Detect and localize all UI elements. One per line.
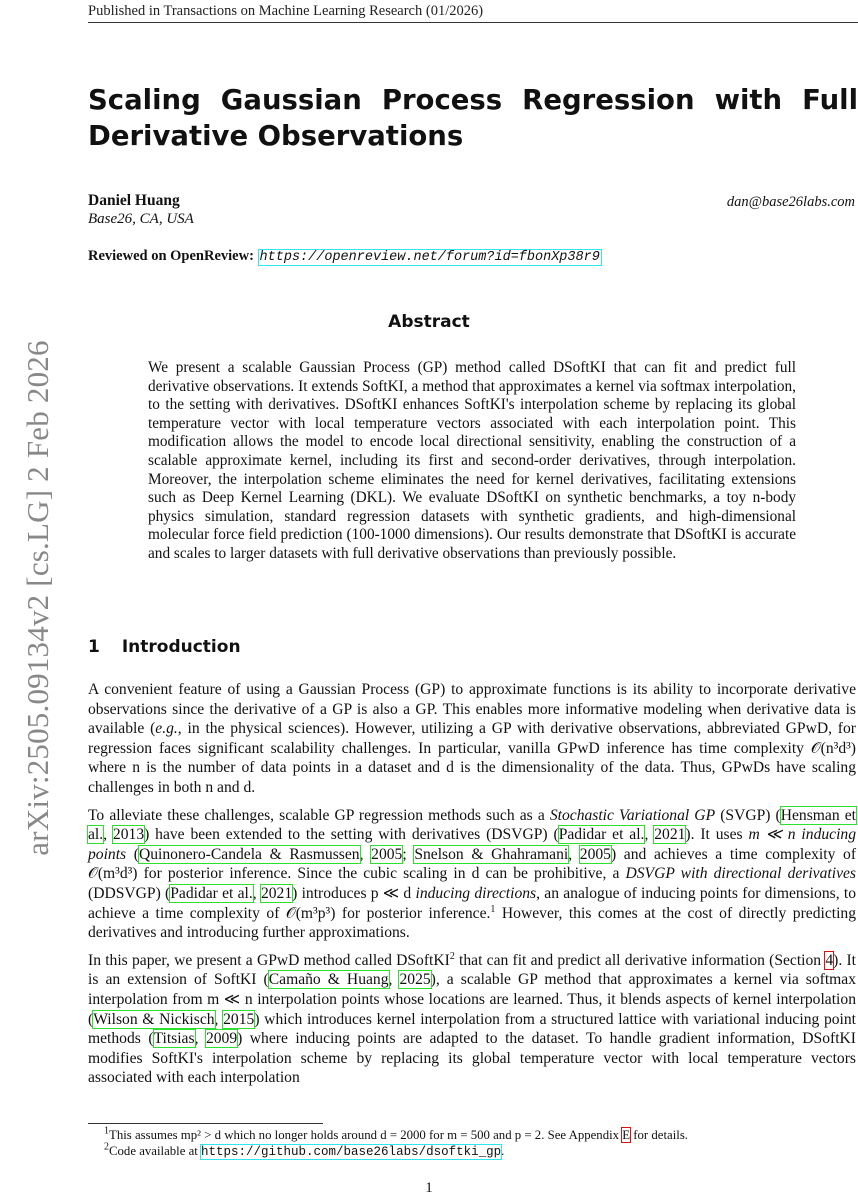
text-run: To alleviate these challenges, scalable GP regression methods such as a [88, 806, 550, 824]
section-number: 1 [88, 637, 100, 657]
paragraph [88, 806, 856, 943]
text-run: ) where inducing points are adapted to the dataset. To handle gradient information, DSoftKI modifies SoftKI's interpolation scheme by replacing its global temperature vector with local temperature vectors associated with each interpolation [88, 1030, 856, 1087]
emphasis-text: inducing directions [415, 884, 537, 902]
text-run: Code available at [109, 1143, 202, 1158]
emphasis-text: m ≪ n inducing points [88, 826, 857, 863]
citation-link[interactable]: Camaño & Huang [268, 971, 389, 989]
text-run: , in the physical sciences). However, utilizing a GP with derivative observations, abbreviated GPwD, for regression faces significant scalability challenges. In particular, vanilla GPwD inference has time complexity 𝒪(n³d³) where n is the number of data points in a dataset and d is the dimensionality of the data. Thus, GPwDs have scaling challenges in both n and d. [88, 720, 856, 796]
text-run: , [388, 971, 400, 989]
code-url-link[interactable]: https://github.com/base26labs/dsoftki_gp [201, 1144, 502, 1159]
text-run: . [501, 1143, 505, 1158]
footnote-marker[interactable]: 2 [449, 950, 455, 962]
footnote-rule [88, 1123, 323, 1124]
author-email[interactable]: dan@base26labs.com [726, 194, 855, 210]
emphasis-text: Stochastic Variational GP [549, 806, 716, 824]
citation-link[interactable]: Quinonero-Candela & Rasmussen [138, 845, 360, 863]
citation-link[interactable]: Titsias [153, 1030, 195, 1048]
footnote [104, 1141, 688, 1161]
emphasis-text: e.g. [155, 720, 178, 738]
citation-link[interactable]: 2005 [579, 845, 611, 863]
text-run: , [644, 826, 655, 844]
text-run: ( [126, 845, 139, 863]
openreview-link[interactable]: https://openreview.net/forum?id=fbonXp38r9 [259, 250, 600, 265]
text-run: ), a scalable GP method that approximates a kernel via softmax interpolation from m ≪ n interpolation points whose locations are learned. Thus, it blends aspects of kernel interpolation ( [88, 971, 857, 1028]
citation-link[interactable]: 2013 [112, 826, 145, 844]
text-run: This assumes mp² > d which no longer holds around d = 2000 for m = 500 and p = 2. See Appendix [109, 1128, 623, 1142]
text-run: In this paper, we present a GPwD method called DSoftKI [88, 951, 450, 969]
text-run: ). It uses [685, 826, 749, 844]
footnotes [104, 1125, 689, 1160]
review-line [88, 248, 602, 265]
citation-link[interactable]: Wilson & Nickisch [93, 1010, 215, 1028]
review-label: Reviewed on OpenReview: [88, 248, 254, 264]
arxiv-stamp: arXiv:2505.09134v2 [cs.LG] 2 Feb 2026 [20, 340, 55, 856]
citation-link[interactable]: 2009 [205, 1030, 238, 1048]
citation-link[interactable]: Padidar et al. [558, 826, 645, 844]
citation-link[interactable]: Snelson & Ghahramani [414, 845, 569, 863]
text-run: , [568, 845, 580, 863]
author-name: Daniel Huang [88, 192, 180, 209]
section-heading [88, 637, 263, 657]
cross-reference-link[interactable]: 4 [825, 951, 834, 969]
introduction-body [88, 680, 856, 1096]
footnote-marker[interactable]: 1 [104, 1125, 109, 1137]
abstract-heading: Abstract [388, 312, 470, 332]
text-run: , [359, 845, 372, 863]
text-run: , [252, 884, 261, 902]
text-run: , [214, 1010, 224, 1028]
emphasis-text: DSVGP with directional derivatives [625, 865, 856, 883]
text-run: (DDSVGP) ( [88, 884, 171, 902]
running-head: Published in Transactions on Machine Learning Research (01/2026) [88, 3, 484, 19]
section-title: Introduction [121, 637, 241, 657]
text-run: ). It is an extension of SoftKI ( [88, 951, 856, 989]
page-number: 1 [425, 1180, 433, 1196]
paragraph [88, 951, 856, 1088]
text-run: that can fit and predict all derivative information (Section [454, 951, 826, 969]
text-run: A convenient feature of using a Gaussian Process (GP) to approximate functions is its ability to incorporate derivative observations since the derivative of a GP is also a GP. This enables more informative modeling when derivative data is available ( [88, 681, 856, 738]
text-run: However, this comes at the cost of directly predicting derivatives and introducing further approximations. [88, 904, 857, 942]
text-run: ; [402, 845, 415, 863]
citation-link[interactable]: 2005 [371, 845, 403, 863]
header-rule [88, 22, 858, 23]
text-run: , an analogue of inducing points for dimensions, to achieve a time complexity of 𝒪(m³p³) for posterior inference. [88, 884, 857, 922]
paper-title: Scaling Gaussian Process Regression with Full Derivative Observations [88, 84, 858, 152]
footnote-marker[interactable]: 1 [490, 903, 496, 915]
text-run: for details. [630, 1128, 689, 1142]
footnote [104, 1125, 689, 1144]
citation-link[interactable]: 2015 [223, 1010, 255, 1028]
text-run: , [103, 826, 113, 844]
text-run: ) which introduces kernel interpolation from a structured lattice with variational inducing point methods ( [88, 1010, 857, 1048]
text-run: ) and achieves a time complexity of 𝒪(m³d³) for posterior inference. Since the cubic scaling in d can be prohibitive, a [88, 845, 857, 883]
citation-link[interactable]: 2021 [654, 826, 686, 844]
citation-link[interactable]: 2021 [260, 884, 293, 902]
citation-link[interactable]: Hensman et al. [88, 806, 856, 844]
text-run: ) introduces p ≪ d [292, 884, 416, 902]
cross-reference-link[interactable]: E [622, 1128, 631, 1142]
citation-link[interactable]: 2025 [399, 971, 431, 989]
citation-link[interactable]: Padidar et al. [170, 884, 253, 902]
abstract-text: We present a scalable Gaussian Process (GP) method called DSoftKI that can fit and predict full derivative observations. It extends SoftKI, a method that approximates a kernel via softmax interpolation, to the setting with derivatives. DSoftKI enhances SoftKI's interpolation scheme by replacing its global temperature vector with local temperature vectors associated with each interpolation point. This modification allows the model to encode local directional sensitivity, enabling the construction of a scalable approximate kernel, including its first and second-order derivatives, through interpolation. Moreover, the interpolation scheme eliminates the need for kernel derivatives, facilitating extensions such as Deep Kernel Learning (DKL). We evaluate DSoftKI on synthetic benchmarks, a toy n-body physics simulation, standard regression datasets with synthetic gradients, and high-dimensional molecular force field prediction (100-1000 dimensions). Our results demonstrate that DSoftKI is accurate and scales to larger datasets with full derivative observations than previously possible. [148, 359, 796, 562]
paragraph [88, 680, 856, 798]
text-run: ) have been extended to the setting with derivatives (DSVGP) ( [144, 826, 559, 844]
footnote-marker[interactable]: 2 [104, 1141, 109, 1153]
text-run: , [194, 1030, 206, 1048]
author-affiliation: Base26, CA, USA [88, 211, 194, 227]
text-run: (SVGP) ( [715, 806, 781, 824]
